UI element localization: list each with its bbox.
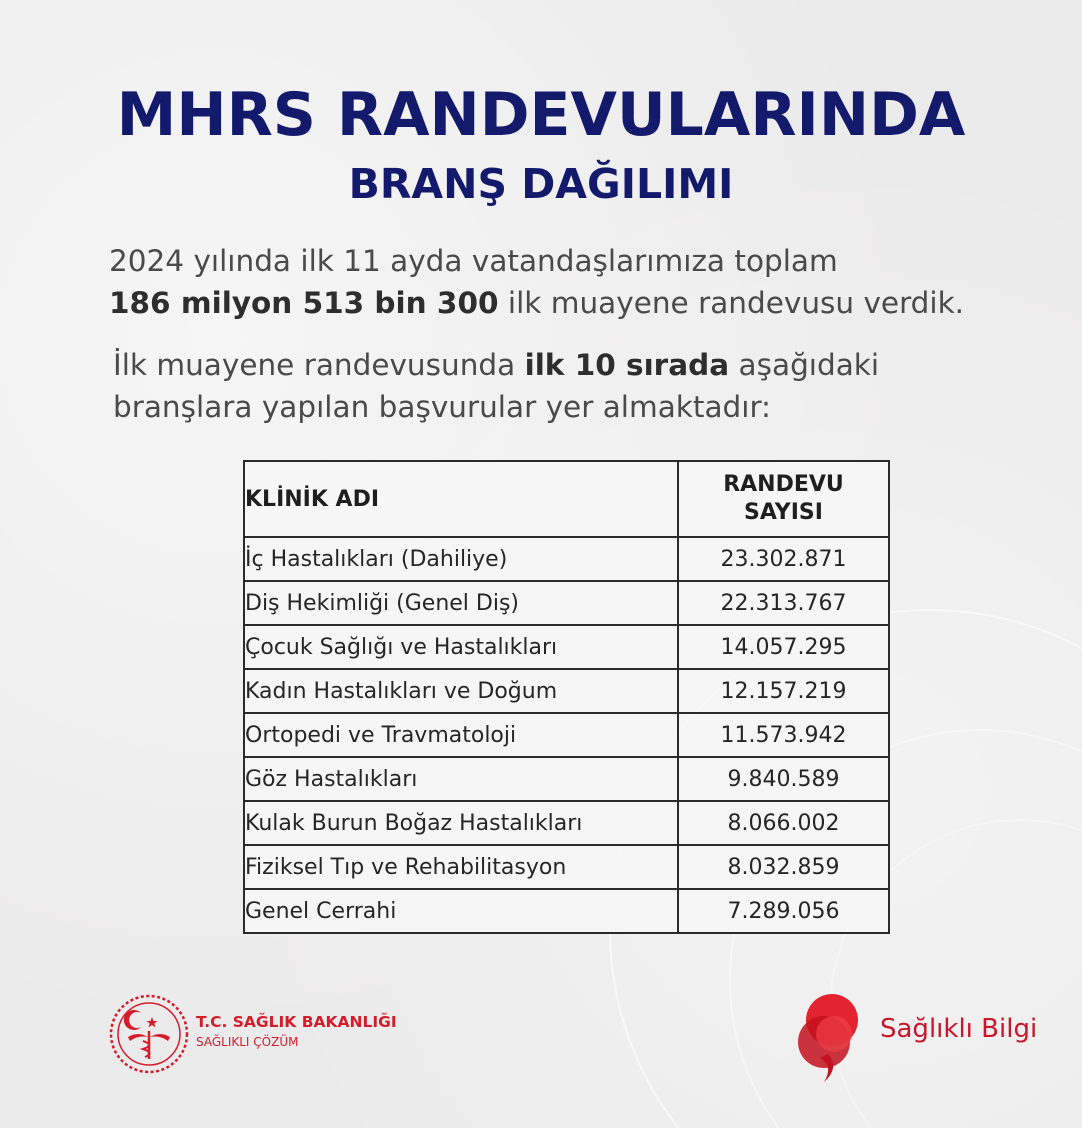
table-row <box>244 669 889 713</box>
page-subtitle: BRANŞ DAĞILIMI <box>348 160 734 208</box>
appointment-count: 7.289.056 <box>678 889 889 933</box>
column-header-count <box>678 461 889 537</box>
appointment-count: 8.066.002 <box>678 801 889 845</box>
column-header-clinic: KLİNİK ADI <box>244 461 678 537</box>
clinic-name: Genel Cerrahi <box>244 889 678 933</box>
appointment-count: 11.573.942 <box>678 713 889 757</box>
table-row <box>244 801 889 845</box>
table-header-row <box>244 461 889 537</box>
appointment-count: 22.313.767 <box>678 581 889 625</box>
appointment-count: 9.840.589 <box>678 757 889 801</box>
table-row <box>244 757 889 801</box>
clinic-name: İç Hastalıkları (Dahiliye) <box>244 537 678 581</box>
clinic-name: Diş Hekimliği (Genel Diş) <box>244 581 678 625</box>
intro-paragraph-2 <box>113 344 1073 428</box>
intro-line-2 <box>109 282 1079 324</box>
intro-paragraph <box>109 240 1079 324</box>
column-header-count-line-1: RANDEVU <box>723 472 844 497</box>
top-ten-highlight: ilk 10 sırada <box>524 348 730 382</box>
appointment-count: 14.057.295 <box>678 625 889 669</box>
saglikli-bilgi-logo-icon <box>788 982 874 1086</box>
intro-line-3-post: aşağıdaki <box>729 348 880 382</box>
clinic-name: Ortopedi ve Travmatoloji <box>244 713 678 757</box>
table-row <box>244 625 889 669</box>
clinic-name: Kadın Hastalıkları ve Doğum <box>244 669 678 713</box>
page-title: MHRS RANDEVULARINDA <box>116 80 966 150</box>
brand-logo <box>788 980 1078 1090</box>
appointment-count: 8.032.859 <box>678 845 889 889</box>
clinic-name: Çocuk Sağlığı ve Hastalıkları <box>244 625 678 669</box>
table-row <box>244 581 889 625</box>
clinic-name: Fiziksel Tıp ve Rehabilitasyon <box>244 845 678 889</box>
clinic-table <box>243 460 890 934</box>
clinic-name: Kulak Burun Boğaz Hastalıkları <box>244 801 678 845</box>
appointment-count: 12.157.219 <box>678 669 889 713</box>
table-row <box>244 845 889 889</box>
brand-name: Sağlıklı Bilgi <box>880 1014 1038 1044</box>
intro-line-3 <box>113 344 1073 386</box>
column-header-count-line-2: SAYISI <box>744 500 823 525</box>
appointment-count: 23.302.871 <box>678 537 889 581</box>
intro-line-1: 2024 yılında ilk 11 ayda vatandaşlarımıza toplam <box>109 244 838 278</box>
ministry-name: T.C. SAĞLIK BAKANLIĞI <box>196 1013 397 1031</box>
intro-line-3-pre: İlk muayene randevusunda <box>113 348 525 382</box>
table-row <box>244 537 889 581</box>
ministry-tagline: SAĞLIKLI ÇÖZÜM <box>196 1035 299 1049</box>
intro-line-2-rest: ilk muayene randevusu verdik. <box>498 286 965 320</box>
clinic-name: Göz Hastalıkları <box>244 757 678 801</box>
total-appointments: 186 milyon 513 bin 300 <box>109 286 499 320</box>
ministry-emblem-icon <box>108 993 190 1075</box>
table-row <box>244 713 889 757</box>
ministry-logo <box>108 990 408 1080</box>
table-row <box>244 889 889 933</box>
intro-line-4: branşlara yapılan başvurular yer almaktadır: <box>113 390 771 424</box>
